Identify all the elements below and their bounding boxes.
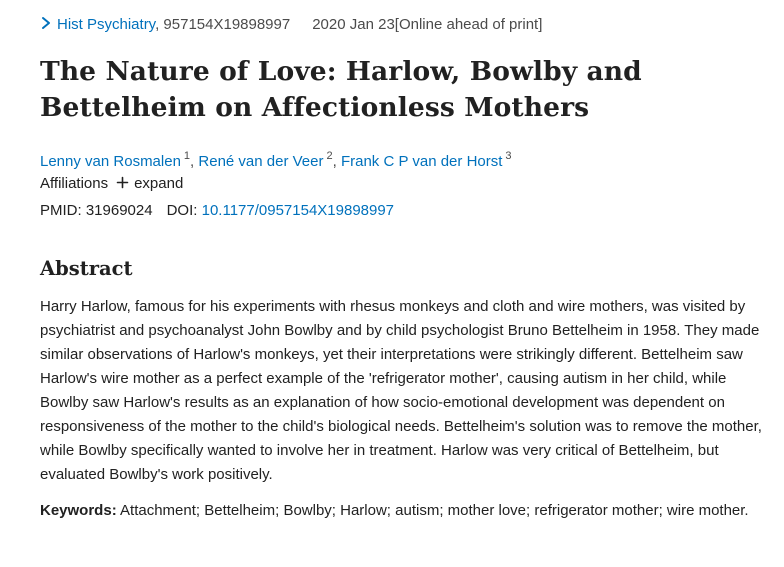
abstract-text: Harry Harlow, famous for his experiments with rhesus monkeys and cloth and wire mothers, was visited by psychiatrist and psychoanalyst John Bowlby and by child psychologist Bruno Bettelheim in 1958. They made similar observations of Harlow's monkeys, yet their interpretations were strikingly different. Bettelheim saw Harlow's wire mother as a perfect example of the 'refrigerator mother', causing autism in her child, while Bowlby saw Harlow's results as an explanation of how socio-emotional development was dependent on responsiveness of the mother to the child's biological needs. Bettelheim's solution was to remove the mother, while Bowlby specifically wanted to involve her in treatment. Harlow was very critical of Bettelheim, but evaluated Bowlby's work positively. bbox=[40, 298, 762, 483]
citation-line bbox=[40, 15, 542, 35]
chevron-right-icon bbox=[40, 16, 52, 30]
identifiers-row bbox=[40, 200, 394, 222]
author-link[interactable]: René van der Veer bbox=[198, 153, 324, 170]
author-link[interactable]: Frank C P van der Horst bbox=[340, 153, 503, 170]
doi-label: DOI: bbox=[166, 202, 202, 219]
publication-date: 2020 Jan 23[Online ahead of print] bbox=[312, 16, 543, 33]
author-affiliation-ref[interactable]: 2 bbox=[326, 150, 333, 162]
abstract-heading: Abstract bbox=[40, 257, 133, 280]
author-list bbox=[40, 145, 512, 173]
pmid-value: 31969024 bbox=[85, 202, 153, 219]
author-separator: , bbox=[190, 153, 199, 170]
expand-label: expand bbox=[134, 175, 184, 192]
affiliations-expand-button[interactable] bbox=[116, 175, 183, 192]
keywords-label: Keywords: bbox=[40, 502, 117, 519]
keywords-text: Attachment; Bettelheim; Bowlby; Harlow; autism; mother love; refrigerator mother; wire mother. bbox=[116, 502, 749, 519]
author-link[interactable]: Lenny van Rosmalen bbox=[40, 153, 181, 170]
article-title: The Nature of Love: Harlow, Bowlby and Bettelheim on Affectionless Mothers bbox=[40, 56, 642, 123]
article-source-id: , 957154X19898997 bbox=[155, 16, 291, 33]
journal-link[interactable]: Hist Psychiatry bbox=[57, 16, 156, 33]
plus-icon bbox=[116, 176, 129, 189]
author-affiliation-ref[interactable]: 1 bbox=[183, 150, 191, 162]
author-affiliation-ref[interactable]: 3 bbox=[505, 150, 512, 162]
affiliations-label: Affiliations bbox=[40, 175, 109, 192]
doi-link[interactable]: 10.1177/0957154X19898997 bbox=[201, 202, 395, 219]
affiliations-row bbox=[40, 173, 183, 195]
author-separator: , bbox=[332, 153, 341, 170]
keywords bbox=[40, 499, 762, 523]
pmid-label: PMID: bbox=[40, 202, 86, 219]
